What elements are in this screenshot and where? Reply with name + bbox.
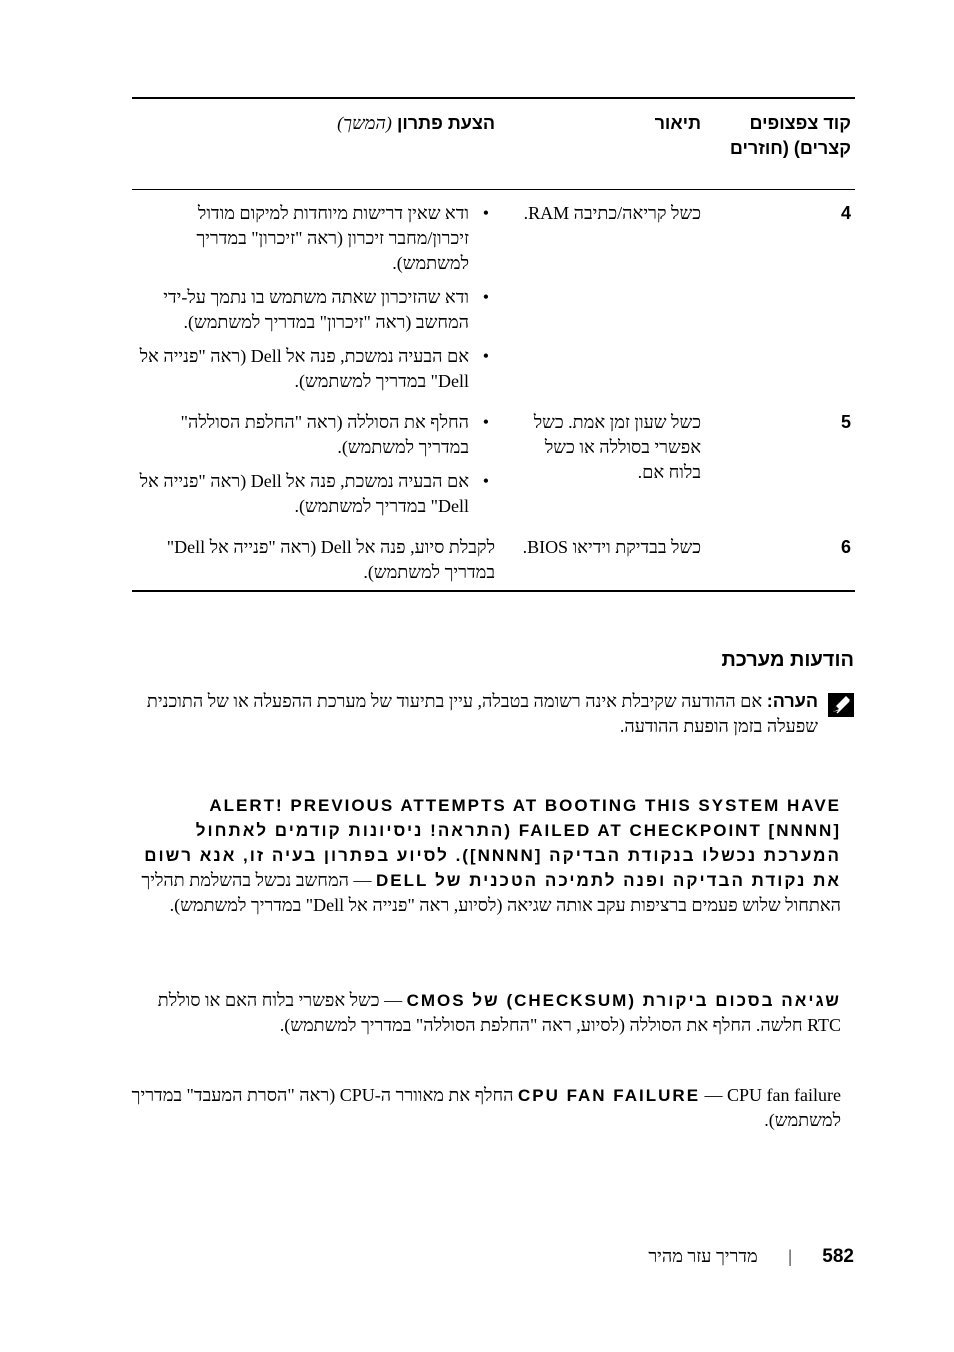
page-footer xyxy=(648,1246,854,1268)
message-heading: CPU FAN FAILURE xyxy=(517,1086,701,1105)
message-heading: ALERT! PREVIOUS ATTEMPTS AT BOOTING THIS SYSTEM HAVE FAILED AT CHECKPOINT [NNNN] (התראה! ניסיונות קודמים לאתחול המערכת נכשלו בנקודת הבדיקה [NNNN]). לסיוע בפתרון בעיה זו, אנא רשום את נקודת הבדיקה ופנה לתמיכה הטכנית של DELL xyxy=(144,796,841,890)
header-solution xyxy=(135,111,495,136)
row-solutions xyxy=(132,201,495,403)
note-text xyxy=(109,689,854,739)
row-code: 6 xyxy=(840,537,851,557)
row-code: 4 xyxy=(840,203,851,223)
header-solution-main: הצעת פתרון xyxy=(396,113,495,133)
table-bottom-rule xyxy=(132,590,855,592)
table-header-rule xyxy=(132,189,855,190)
message-heading: שגיאה בסכום ביקורת (CHECKSUM) של CMOS xyxy=(406,991,841,1010)
solution-item: • ודא שאין דרישות מיוחדות למיקום מודול זיכרון/מחבר זיכרון (ראה "זיכרון" במדריך למשתמש). xyxy=(132,201,495,276)
solution-text: לקבלת סיוע, פנה אל Dell (ראה "פנייה אל Dell" במדריך למשתמש). xyxy=(166,537,495,582)
section-title: הודעות מערכת xyxy=(721,649,854,671)
message-body: — המחשב נכשל בהשלמת תהליך האתחול שלוש פעמים ברציפות עקב אותה שגיאה (לסיוע, ראה "פנייה אל Dell" במדריך למשתמש). xyxy=(141,870,841,915)
row-description: כשל שעון זמן אמת. כשל אפשרי בסוללה או כשל בלוח אם. xyxy=(533,412,701,482)
row-description: כשל בבדיקת וידיאו BIOS. xyxy=(522,537,701,557)
solution-item: • אם הבעיה נמשכת, פנה אל Dell (ראה "פנייה אל Dell" במדריך למשתמש). xyxy=(132,469,495,519)
row-description: כשל קריאה/כתיבה RAM. xyxy=(523,203,701,223)
footer-title: מדריך עזר מהיר xyxy=(648,1246,758,1266)
row-code: 5 xyxy=(840,412,851,432)
table-top-rule xyxy=(132,97,855,99)
system-message xyxy=(131,988,841,1038)
footer-separator: | xyxy=(788,1246,792,1266)
system-message xyxy=(131,1083,841,1133)
header-solution-suffix: (המשך) xyxy=(337,113,392,133)
message-body: — כשל אפשרי בלוח האם או סוללת RTC חלשה. החלף את הסוללה (לסיוע, ראה "החלפת הסוללה" במדריך למשתמש). xyxy=(157,990,841,1035)
header-description: תיאור xyxy=(654,113,701,133)
header-code: קוד צפצופים קצרים) (חוזרים xyxy=(729,113,851,158)
solution-item: • אם הבעיה נמשכת, פנה אל Dell (ראה "פנייה אל Dell" במדריך למשתמש). xyxy=(132,344,495,394)
solution-item: • החלף את הסוללה (ראה "החלפת הסוללה" במדריך למשתמש). xyxy=(132,410,495,460)
note-block xyxy=(109,689,854,739)
note-body: אם ההודעה שקיבלת אינה רשומה בטבלה, עיין בתיעוד של מערכת ההפעלה או של התוכנית שפעלה בזמן הופעת ההודעה. xyxy=(146,691,818,736)
row-solutions xyxy=(132,410,495,528)
note-label: הערה: xyxy=(766,691,818,711)
page-number: 582 xyxy=(822,1246,854,1267)
message-body: — CPU fan failure החלף את מאוורר ה-CPU (ראה "הסרת המעבד" במדריך למשתמש). xyxy=(131,1085,841,1130)
row-solutions xyxy=(132,535,495,585)
system-message xyxy=(131,793,841,918)
solution-item: • ודא שהזיכרון שאתה משתמש בו נתמך על-ידי המחשב (ראה "זיכרון" במדריך למשתמש). xyxy=(132,285,495,335)
note-pencil-icon xyxy=(828,693,854,717)
